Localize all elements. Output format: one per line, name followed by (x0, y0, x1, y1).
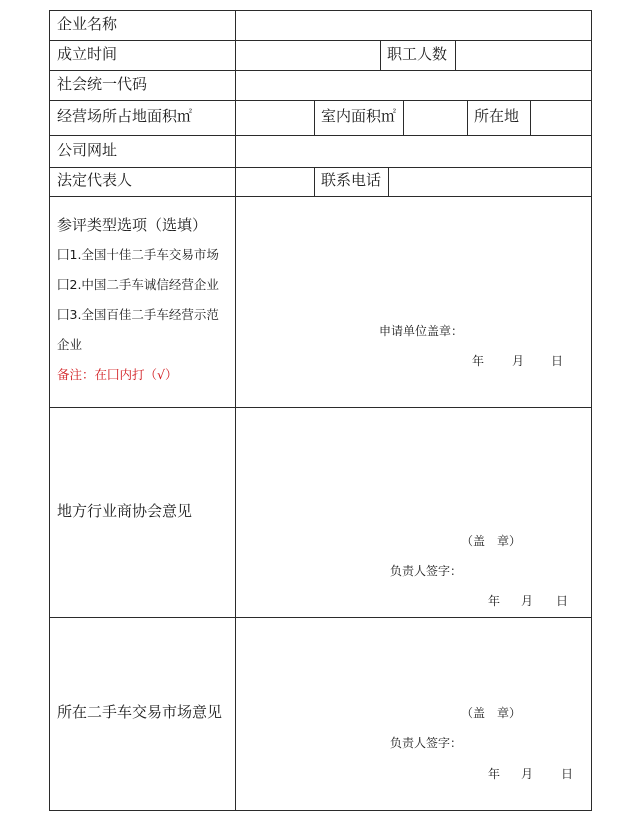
rule (314, 167, 315, 196)
category-option-1: 囗1.全国十佳二手车交易市场 (57, 247, 219, 262)
market-date-year: 年 (488, 767, 501, 781)
category-title: 参评类型选项（选填） (57, 216, 208, 234)
applicant-date-year: 年 (472, 354, 485, 368)
market-signer-label: 负责人签字： (390, 736, 463, 750)
label-credit-code: 社会统一代码 (57, 75, 148, 93)
label-phone: 联系电话 (321, 171, 382, 189)
rule (49, 167, 592, 168)
rule (49, 617, 592, 618)
market-date-month: 月 (521, 767, 534, 781)
rule-bottom (49, 810, 592, 811)
label-site-area: 经营场所占地面积㎡ (57, 107, 193, 125)
label-company-name: 企业名称 (57, 15, 118, 33)
market-date-day: 日 (561, 767, 574, 781)
category-note: 备注：在囗内打（√） (57, 367, 178, 382)
rule (530, 100, 531, 135)
rule-left (49, 10, 50, 811)
association-date-year: 年 (488, 594, 501, 608)
association-seal: （盖 章） (461, 534, 522, 548)
applicant-date-month: 月 (512, 354, 525, 368)
association-opinion-label: 地方行业商协会意见 (57, 502, 193, 520)
label-website: 公司网址 (57, 141, 118, 159)
rule-top (49, 10, 592, 11)
association-date-month: 月 (521, 594, 534, 608)
association-signer-label: 负责人签字： (390, 564, 463, 578)
label-legal-rep: 法定代表人 (57, 171, 133, 189)
rule (49, 196, 592, 197)
market-opinion-label: 所在二手车交易市场意见 (57, 703, 223, 721)
category-option-3-cont: 企业 (57, 337, 83, 352)
rule (49, 135, 592, 136)
label-location: 所在地 (474, 107, 520, 125)
label-employees: 职工人数 (387, 45, 448, 63)
rule (380, 40, 381, 70)
rule (467, 100, 468, 135)
label-indoor-area: 室内面积㎡ (321, 107, 397, 125)
application-form-table (49, 10, 592, 811)
rule (49, 70, 592, 71)
category-option-2: 囗2.中国二手车诚信经营企业 (57, 277, 219, 292)
rule (388, 167, 389, 196)
label-founded: 成立时间 (57, 45, 118, 63)
market-seal: （盖 章） (461, 706, 522, 720)
rule (49, 100, 592, 101)
rule (49, 40, 592, 41)
applicant-seal-label: 申请单位盖章： (379, 324, 464, 338)
association-date-day: 日 (556, 594, 569, 608)
category-option-3: 囗3.全国百佳二手车经营示范 (57, 307, 219, 322)
rule-label-column (235, 10, 236, 811)
rule-right (591, 10, 592, 811)
rule (403, 100, 404, 135)
rule (455, 40, 456, 70)
rule (314, 100, 315, 135)
applicant-date-day: 日 (551, 354, 564, 368)
rule (49, 407, 592, 408)
